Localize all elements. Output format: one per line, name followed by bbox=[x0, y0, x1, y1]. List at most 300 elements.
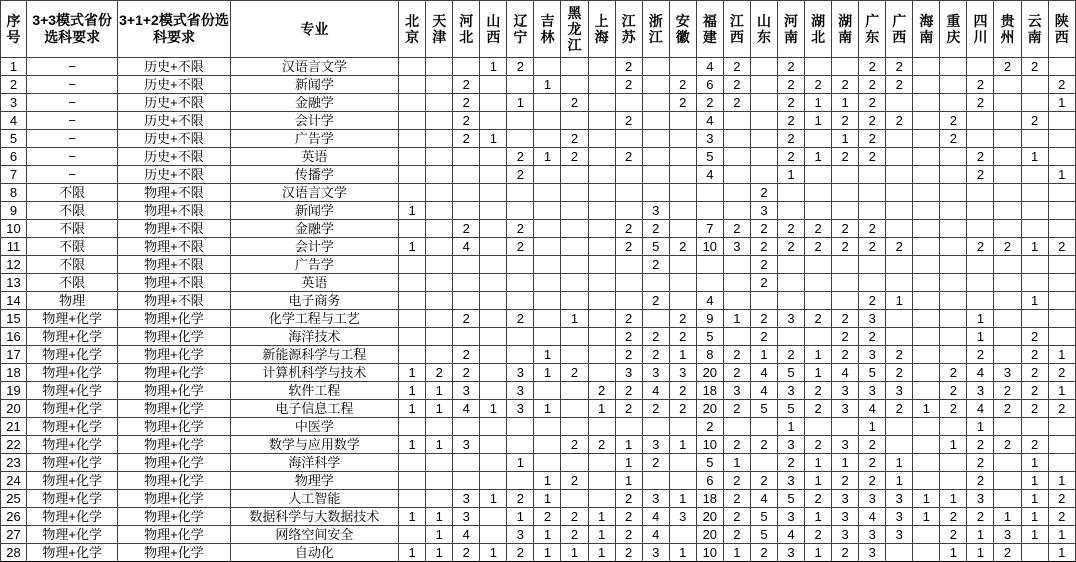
province-column-header: 辽宁 bbox=[507, 1, 534, 58]
plan-count-cell bbox=[940, 454, 967, 472]
plan-count-cell bbox=[1048, 256, 1075, 274]
plan-count-cell: 1 bbox=[561, 544, 588, 562]
plan-count-cell bbox=[534, 166, 561, 184]
plan-count-cell: 1 bbox=[832, 130, 859, 148]
plan-count-cell bbox=[480, 346, 507, 364]
plan-count-cell bbox=[399, 184, 426, 202]
plan-count-cell: 2 bbox=[967, 148, 994, 166]
plan-count-cell bbox=[750, 166, 777, 184]
plan-count-cell: 2 bbox=[994, 544, 1021, 562]
plan-count-cell bbox=[534, 58, 561, 76]
plan-count-cell bbox=[642, 58, 669, 76]
plan-count-cell bbox=[940, 310, 967, 328]
plan-count-cell bbox=[642, 94, 669, 112]
plan-count-cell: 2 bbox=[561, 94, 588, 112]
plan-count-cell: 2 bbox=[642, 292, 669, 310]
plan-count-cell bbox=[886, 94, 913, 112]
plan-count-cell: 1 bbox=[669, 436, 696, 454]
plan-count-cell: 1 bbox=[805, 472, 832, 490]
row-number-cell: 5 bbox=[1, 130, 27, 148]
plan-count-cell: 4 bbox=[453, 400, 480, 418]
plan-count-cell bbox=[886, 220, 913, 238]
plan-count-cell: 2 bbox=[859, 292, 886, 310]
plan-count-cell bbox=[642, 418, 669, 436]
plan-count-cell: 2 bbox=[750, 238, 777, 256]
plan-count-cell bbox=[426, 490, 453, 508]
row-number-cell: 3 bbox=[1, 94, 27, 112]
plan-count-cell bbox=[453, 472, 480, 490]
plan-count-cell bbox=[642, 166, 669, 184]
table-row bbox=[1, 274, 1076, 292]
plan-count-cell: 1 bbox=[1021, 292, 1048, 310]
plan-count-cell bbox=[534, 310, 561, 328]
plan-count-cell bbox=[534, 274, 561, 292]
province-column-header: 广东 bbox=[859, 1, 886, 58]
plan-count-cell bbox=[994, 256, 1021, 274]
plan-count-cell bbox=[669, 166, 696, 184]
plan-count-cell bbox=[588, 58, 615, 76]
plan-count-cell: 1 bbox=[426, 508, 453, 526]
table-row bbox=[1, 472, 1076, 490]
plan-count-cell bbox=[534, 112, 561, 130]
plan-count-cell bbox=[561, 256, 588, 274]
plan-count-cell bbox=[480, 364, 507, 382]
plan-count-cell: 1 bbox=[507, 454, 534, 472]
req-3-1-2-cell: 物理+化学 bbox=[118, 382, 230, 400]
column-header: 专业 bbox=[230, 1, 398, 58]
plan-count-cell bbox=[886, 544, 913, 562]
plan-count-cell: 2 bbox=[940, 508, 967, 526]
plan-count-cell: 2 bbox=[940, 526, 967, 544]
plan-count-cell: 8 bbox=[696, 346, 723, 364]
major-cell: 化学工程与工艺 bbox=[230, 310, 398, 328]
major-cell: 数据科学与大数据技术 bbox=[230, 508, 398, 526]
plan-count-cell: 1 bbox=[913, 508, 940, 526]
req-3-3-cell: 不限 bbox=[27, 202, 118, 220]
row-number-cell: 24 bbox=[1, 472, 27, 490]
plan-count-cell: 3 bbox=[642, 544, 669, 562]
plan-count-cell: 2 bbox=[967, 472, 994, 490]
plan-count-cell: 5 bbox=[750, 508, 777, 526]
plan-count-cell bbox=[913, 94, 940, 112]
plan-count-cell bbox=[1021, 256, 1048, 274]
plan-count-cell: 2 bbox=[750, 328, 777, 346]
province-column-header: 福建 bbox=[696, 1, 723, 58]
plan-count-cell: 2 bbox=[723, 58, 750, 76]
plan-count-cell: 1 bbox=[940, 544, 967, 562]
req-3-3-cell: 物理+化学 bbox=[27, 526, 118, 544]
row-number-cell: 2 bbox=[1, 76, 27, 94]
plan-count-cell: 2 bbox=[453, 220, 480, 238]
plan-count-cell: 1 bbox=[913, 490, 940, 508]
plan-count-cell bbox=[507, 436, 534, 454]
plan-count-cell: 2 bbox=[1021, 436, 1048, 454]
plan-count-cell bbox=[615, 274, 642, 292]
plan-count-cell bbox=[588, 346, 615, 364]
table-row bbox=[1, 544, 1076, 562]
plan-count-cell bbox=[588, 364, 615, 382]
plan-count-cell bbox=[615, 166, 642, 184]
plan-count-cell: 3 bbox=[994, 526, 1021, 544]
plan-count-cell bbox=[426, 346, 453, 364]
plan-count-cell bbox=[426, 112, 453, 130]
plan-count-cell bbox=[723, 328, 750, 346]
plan-count-cell bbox=[507, 472, 534, 490]
plan-count-cell: 3 bbox=[859, 346, 886, 364]
plan-count-cell: 6 bbox=[696, 472, 723, 490]
plan-count-cell bbox=[886, 436, 913, 454]
province-column-header: 山西 bbox=[480, 1, 507, 58]
plan-count-cell: 1 bbox=[1048, 166, 1075, 184]
plan-count-cell: 2 bbox=[886, 112, 913, 130]
plan-count-cell: 2 bbox=[994, 238, 1021, 256]
row-number-cell: 14 bbox=[1, 292, 27, 310]
plan-count-cell: 2 bbox=[723, 220, 750, 238]
plan-count-cell bbox=[696, 274, 723, 292]
plan-count-cell: 2 bbox=[642, 346, 669, 364]
plan-count-cell bbox=[588, 490, 615, 508]
major-cell: 数学与应用数学 bbox=[230, 436, 398, 454]
plan-count-cell: 2 bbox=[588, 382, 615, 400]
plan-count-cell: 1 bbox=[669, 346, 696, 364]
plan-count-cell: 2 bbox=[750, 256, 777, 274]
plan-count-cell: 4 bbox=[453, 526, 480, 544]
plan-count-cell: 2 bbox=[777, 238, 804, 256]
plan-count-cell: 1 bbox=[805, 454, 832, 472]
plan-count-cell: 2 bbox=[615, 328, 642, 346]
plan-count-cell bbox=[399, 166, 426, 184]
req-3-3-cell: 不限 bbox=[27, 238, 118, 256]
plan-count-cell: 1 bbox=[723, 454, 750, 472]
plan-count-cell bbox=[480, 382, 507, 400]
plan-count-cell: 2 bbox=[1021, 112, 1048, 130]
plan-count-cell: 4 bbox=[750, 382, 777, 400]
plan-count-cell bbox=[832, 418, 859, 436]
major-cell: 中医学 bbox=[230, 418, 398, 436]
plan-count-cell bbox=[561, 220, 588, 238]
plan-count-cell bbox=[480, 256, 507, 274]
plan-count-cell bbox=[480, 310, 507, 328]
plan-count-cell: 2 bbox=[886, 346, 913, 364]
plan-count-cell bbox=[588, 238, 615, 256]
plan-count-cell bbox=[615, 418, 642, 436]
plan-count-cell: 3 bbox=[507, 364, 534, 382]
req-3-1-2-cell: 历史+不限 bbox=[118, 148, 230, 166]
plan-count-cell: 2 bbox=[453, 76, 480, 94]
plan-count-cell: 2 bbox=[777, 148, 804, 166]
plan-count-cell bbox=[507, 418, 534, 436]
plan-count-cell: 2 bbox=[669, 382, 696, 400]
plan-count-cell: 1 bbox=[561, 310, 588, 328]
plan-count-cell bbox=[615, 292, 642, 310]
plan-count-cell bbox=[669, 220, 696, 238]
plan-count-cell: 2 bbox=[723, 508, 750, 526]
plan-count-cell: 2 bbox=[859, 94, 886, 112]
plan-count-cell bbox=[1048, 184, 1075, 202]
plan-count-cell bbox=[480, 292, 507, 310]
major-cell: 电子信息工程 bbox=[230, 400, 398, 418]
plan-count-cell: 3 bbox=[859, 490, 886, 508]
plan-count-cell bbox=[940, 256, 967, 274]
plan-count-cell bbox=[723, 274, 750, 292]
plan-count-cell: 2 bbox=[777, 130, 804, 148]
plan-count-cell: 20 bbox=[696, 508, 723, 526]
plan-count-cell bbox=[453, 418, 480, 436]
plan-count-cell: 5 bbox=[750, 400, 777, 418]
column-header: 序号 bbox=[1, 1, 27, 58]
plan-count-cell: 2 bbox=[777, 346, 804, 364]
plan-count-cell: 1 bbox=[426, 400, 453, 418]
major-cell: 会计学 bbox=[230, 238, 398, 256]
plan-count-cell: 1 bbox=[534, 76, 561, 94]
plan-count-cell: 2 bbox=[723, 490, 750, 508]
table-body bbox=[1, 58, 1076, 562]
plan-count-cell: 1 bbox=[805, 94, 832, 112]
plan-count-cell: 3 bbox=[777, 382, 804, 400]
plan-count-cell bbox=[561, 58, 588, 76]
plan-count-cell bbox=[480, 148, 507, 166]
plan-count-cell: 4 bbox=[750, 490, 777, 508]
plan-count-cell bbox=[805, 130, 832, 148]
plan-count-cell: 3 bbox=[642, 202, 669, 220]
plan-count-cell: 2 bbox=[940, 112, 967, 130]
plan-count-cell bbox=[750, 454, 777, 472]
plan-count-cell: 5 bbox=[859, 364, 886, 382]
plan-count-cell bbox=[453, 184, 480, 202]
req-3-3-cell: − bbox=[27, 58, 118, 76]
plan-count-cell bbox=[480, 454, 507, 472]
plan-count-cell: 2 bbox=[615, 112, 642, 130]
plan-count-cell: 1 bbox=[399, 436, 426, 454]
plan-count-cell: 3 bbox=[723, 382, 750, 400]
plan-count-cell: 1 bbox=[399, 544, 426, 562]
plan-count-cell bbox=[805, 274, 832, 292]
plan-count-cell: 5 bbox=[777, 364, 804, 382]
major-cell: 网络空间安全 bbox=[230, 526, 398, 544]
plan-count-cell: 1 bbox=[805, 346, 832, 364]
plan-count-cell bbox=[913, 292, 940, 310]
plan-count-cell bbox=[723, 418, 750, 436]
plan-count-cell bbox=[940, 202, 967, 220]
plan-count-cell bbox=[723, 256, 750, 274]
plan-count-cell: 3 bbox=[696, 130, 723, 148]
plan-count-cell bbox=[561, 418, 588, 436]
plan-count-cell bbox=[669, 418, 696, 436]
plan-count-cell bbox=[399, 526, 426, 544]
major-cell: 会计学 bbox=[230, 112, 398, 130]
plan-count-cell: 3 bbox=[669, 364, 696, 382]
plan-count-cell: 3 bbox=[507, 526, 534, 544]
plan-count-cell bbox=[588, 94, 615, 112]
plan-count-cell: 2 bbox=[805, 400, 832, 418]
plan-count-cell: 1 bbox=[940, 436, 967, 454]
plan-count-cell bbox=[994, 274, 1021, 292]
plan-count-cell: 2 bbox=[832, 544, 859, 562]
plan-count-cell: 4 bbox=[642, 382, 669, 400]
plan-count-cell: 5 bbox=[696, 148, 723, 166]
plan-count-cell bbox=[777, 274, 804, 292]
plan-count-cell: 2 bbox=[994, 400, 1021, 418]
plan-count-cell: 3 bbox=[886, 508, 913, 526]
plan-count-cell: 2 bbox=[507, 490, 534, 508]
plan-count-cell: 2 bbox=[832, 112, 859, 130]
plan-count-cell: 3 bbox=[642, 364, 669, 382]
plan-count-cell bbox=[399, 112, 426, 130]
plan-count-cell: 1 bbox=[426, 526, 453, 544]
plan-count-cell: 2 bbox=[859, 436, 886, 454]
plan-count-cell: 1 bbox=[805, 508, 832, 526]
plan-count-cell bbox=[399, 310, 426, 328]
plan-count-cell: 2 bbox=[967, 436, 994, 454]
plan-count-cell bbox=[588, 418, 615, 436]
plan-count-cell: 1 bbox=[1048, 544, 1075, 562]
plan-count-cell bbox=[669, 130, 696, 148]
plan-count-cell: 1 bbox=[615, 472, 642, 490]
plan-count-cell bbox=[426, 220, 453, 238]
plan-count-cell bbox=[399, 346, 426, 364]
plan-count-cell bbox=[426, 454, 453, 472]
plan-count-cell bbox=[480, 76, 507, 94]
plan-count-cell bbox=[480, 526, 507, 544]
plan-count-cell: 4 bbox=[696, 112, 723, 130]
plan-count-cell bbox=[561, 292, 588, 310]
table-row bbox=[1, 328, 1076, 346]
req-3-3-cell: 物理+化学 bbox=[27, 418, 118, 436]
table-row bbox=[1, 58, 1076, 76]
plan-count-cell bbox=[669, 148, 696, 166]
plan-count-cell: 1 bbox=[399, 400, 426, 418]
plan-count-cell: 1 bbox=[967, 328, 994, 346]
plan-count-cell: 3 bbox=[723, 238, 750, 256]
plan-count-cell bbox=[399, 490, 426, 508]
plan-count-cell: 5 bbox=[750, 526, 777, 544]
plan-count-cell bbox=[480, 508, 507, 526]
plan-count-cell bbox=[994, 328, 1021, 346]
plan-count-cell bbox=[723, 202, 750, 220]
major-cell: 新闻学 bbox=[230, 76, 398, 94]
plan-count-cell: 1 bbox=[832, 454, 859, 472]
plan-count-cell: 1 bbox=[534, 472, 561, 490]
plan-count-cell bbox=[723, 112, 750, 130]
plan-count-cell bbox=[534, 418, 561, 436]
plan-count-cell bbox=[588, 472, 615, 490]
major-cell: 金融学 bbox=[230, 220, 398, 238]
plan-count-cell: 3 bbox=[777, 436, 804, 454]
req-3-3-cell: 物理+化学 bbox=[27, 310, 118, 328]
plan-count-cell bbox=[615, 94, 642, 112]
plan-count-cell bbox=[940, 346, 967, 364]
province-column-header: 江苏 bbox=[615, 1, 642, 58]
plan-count-cell bbox=[453, 328, 480, 346]
major-cell: 金融学 bbox=[230, 94, 398, 112]
plan-count-cell bbox=[913, 274, 940, 292]
req-3-1-2-cell: 物理+不限 bbox=[118, 256, 230, 274]
plan-count-cell: 2 bbox=[832, 238, 859, 256]
table-row bbox=[1, 418, 1076, 436]
plan-count-cell bbox=[426, 58, 453, 76]
plan-count-cell bbox=[805, 202, 832, 220]
plan-count-cell: 18 bbox=[696, 382, 723, 400]
plan-count-cell: 2 bbox=[777, 94, 804, 112]
plan-count-cell: 2 bbox=[723, 526, 750, 544]
plan-count-cell bbox=[426, 292, 453, 310]
plan-count-cell bbox=[480, 184, 507, 202]
plan-count-cell bbox=[642, 76, 669, 94]
req-3-3-cell: 不限 bbox=[27, 256, 118, 274]
plan-count-cell bbox=[750, 94, 777, 112]
plan-count-cell: 2 bbox=[750, 544, 777, 562]
plan-count-cell: 4 bbox=[696, 292, 723, 310]
plan-count-cell: 1 bbox=[886, 454, 913, 472]
plan-count-cell bbox=[886, 310, 913, 328]
req-3-1-2-cell: 历史+不限 bbox=[118, 166, 230, 184]
plan-count-cell bbox=[1021, 130, 1048, 148]
plan-count-cell: 1 bbox=[588, 400, 615, 418]
plan-count-cell: 1 bbox=[507, 94, 534, 112]
major-cell: 新闻学 bbox=[230, 202, 398, 220]
req-3-1-2-cell: 物理+不限 bbox=[118, 184, 230, 202]
plan-count-cell bbox=[777, 184, 804, 202]
major-cell: 广告学 bbox=[230, 256, 398, 274]
plan-count-cell bbox=[399, 328, 426, 346]
plan-count-cell: 4 bbox=[832, 364, 859, 382]
plan-count-cell: 2 bbox=[859, 220, 886, 238]
plan-count-cell bbox=[615, 184, 642, 202]
major-cell: 人工智能 bbox=[230, 490, 398, 508]
row-number-cell: 9 bbox=[1, 202, 27, 220]
plan-count-cell: 2 bbox=[1048, 238, 1075, 256]
plan-count-cell bbox=[480, 328, 507, 346]
row-number-cell: 28 bbox=[1, 544, 27, 562]
plan-count-cell bbox=[669, 58, 696, 76]
row-number-cell: 22 bbox=[1, 436, 27, 454]
column-header: 3+1+2模式省份选科要求 bbox=[118, 1, 230, 58]
plan-count-cell: 2 bbox=[1048, 508, 1075, 526]
plan-count-cell: 3 bbox=[886, 382, 913, 400]
plan-count-cell bbox=[588, 454, 615, 472]
plan-count-cell: 2 bbox=[940, 382, 967, 400]
plan-count-cell bbox=[940, 292, 967, 310]
plan-count-cell bbox=[1021, 94, 1048, 112]
plan-count-cell: 3 bbox=[994, 364, 1021, 382]
plan-count-cell: 2 bbox=[615, 400, 642, 418]
plan-count-cell bbox=[399, 94, 426, 112]
plan-count-cell bbox=[886, 202, 913, 220]
plan-count-cell: 1 bbox=[723, 544, 750, 562]
plan-count-cell bbox=[453, 292, 480, 310]
plan-count-cell bbox=[642, 310, 669, 328]
table-row bbox=[1, 256, 1076, 274]
plan-count-cell bbox=[642, 472, 669, 490]
plan-count-cell: 2 bbox=[750, 220, 777, 238]
plan-count-cell bbox=[832, 256, 859, 274]
req-3-3-cell: − bbox=[27, 130, 118, 148]
plan-count-cell: 2 bbox=[832, 148, 859, 166]
plan-count-cell bbox=[1048, 130, 1075, 148]
plan-count-cell: 3 bbox=[832, 436, 859, 454]
plan-count-cell: 2 bbox=[832, 76, 859, 94]
plan-count-cell: 1 bbox=[805, 364, 832, 382]
plan-count-cell: 3 bbox=[453, 490, 480, 508]
plan-count-cell bbox=[507, 76, 534, 94]
plan-count-cell: 1 bbox=[1021, 454, 1048, 472]
plan-count-cell bbox=[588, 220, 615, 238]
plan-count-cell bbox=[859, 184, 886, 202]
table-row bbox=[1, 202, 1076, 220]
plan-count-cell bbox=[750, 76, 777, 94]
plan-count-cell bbox=[994, 346, 1021, 364]
plan-count-cell: 1 bbox=[832, 94, 859, 112]
